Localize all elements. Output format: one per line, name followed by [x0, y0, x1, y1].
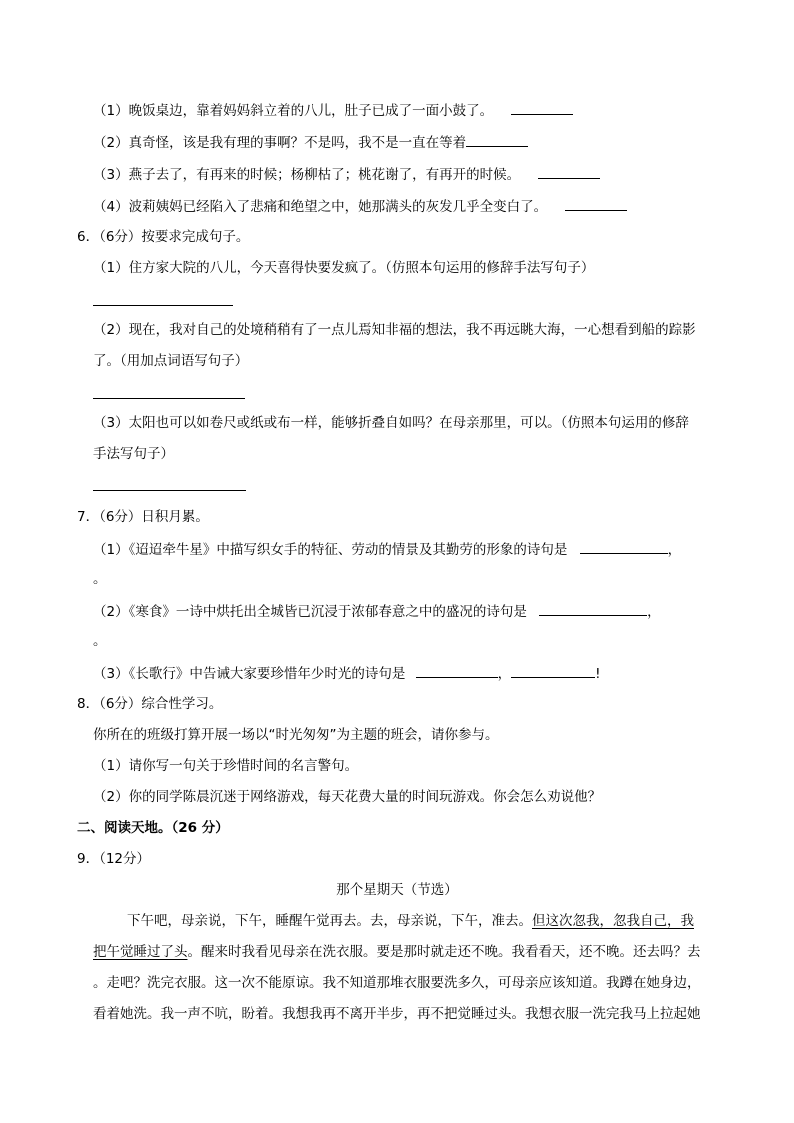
answer-blank[interactable]: [511, 663, 595, 678]
answer-blank[interactable]: [511, 100, 573, 115]
answer-blank[interactable]: [580, 539, 668, 554]
q8-item-2: （2）你的同学陈晨沉迷于网络游戏，每天花费大量的时间玩游戏。你会怎么劝说他？: [93, 789, 602, 805]
q5-item-3: [93, 164, 600, 184]
answer-blank[interactable]: [416, 663, 498, 678]
comma: ，: [667, 542, 682, 558]
q9-heading: 9．（12分）: [77, 851, 151, 867]
q7-item-2-end: 。: [93, 633, 107, 649]
answer-blank[interactable]: [466, 132, 528, 147]
answer-line[interactable]: [93, 305, 233, 306]
answer-blank[interactable]: [538, 164, 600, 179]
q8-heading: 8．（6分）综合性学习。: [77, 696, 223, 712]
q5-item-3-text: （3）燕子去了，有再来的时候；杨柳枯了；桃花谢了，有再开的时候。: [93, 167, 521, 183]
passage-line-3: 。走吧？洗完衣服。这一次不能原谅。我不知道那堆衣服要洗多久，可母亲应该知道。我蹲在她身边，: [93, 975, 701, 991]
q7-item-1-text: （1）《迢迢牵牛星》中描写织女手的特征、劳动的情景及其勤劳的形象的诗句是: [93, 542, 568, 558]
q7-item-1: [93, 539, 681, 559]
q7-item-2: [93, 601, 661, 621]
q5-item-1-text: （1）晚饭桌边，靠着妈妈斜立着的八儿，肚子已成了一面小鼓了。: [93, 103, 494, 119]
passage-text: 。醒来时我看见母亲在洗衣服。要是那时就走还不晚。我看看天，还不晚。还去吗？去: [187, 944, 701, 960]
q5-item-2-text: （2）真奇怪，该是我有理的事啊？不是吗，我不是一直在等着: [93, 135, 467, 151]
q5-item-1: [93, 100, 573, 120]
answer-line[interactable]: [93, 398, 245, 399]
section-heading: 二、阅读天地。（26 分）: [77, 820, 229, 836]
passage-line-2: [93, 943, 701, 961]
comma: ，: [647, 604, 661, 620]
q6-item-2-line-2: 了。（用加点词语写句子）: [93, 353, 249, 369]
q5-item-2: [93, 132, 528, 152]
q6-item-3-line-1: （3）太阳也可以如卷尺或纸或布一样，能够折叠自如吗？在母亲那里，可以。（仿照本句运用的修辞: [93, 415, 689, 431]
q8-item-1: （1）请你写一句关于珍惜时间的名言警句。: [93, 758, 359, 774]
underlined-text: 把午觉睡过了头: [93, 944, 188, 960]
passage-line-4: 看着她洗。我一声不吭，盼着。我想我再不离开半步，再不把觉睡过头。我想衣服一洗完我马上拉起她: [93, 1006, 701, 1022]
q7-heading: 7．（6分）日积月累。: [77, 509, 209, 525]
q5-item-4: [93, 196, 627, 216]
answer-line[interactable]: [93, 490, 246, 491]
answer-blank[interactable]: [539, 601, 647, 616]
q8-intro: 你所在的班级打算开展一场以“时光匆匆”为主题的班会，请你参与。: [93, 727, 499, 743]
q7-item-3-text: （3）《长歌行》中告诫大家要珍惜年少时光的诗句是: [93, 666, 406, 682]
underlined-text: 但这次忽我，忽我自己，我: [532, 913, 694, 929]
passage-text: 下午吧，母亲说，下午，睡醒午觉再去。去，母亲说，下午，准去。: [127, 913, 532, 929]
q6-heading: 6．（6分）按要求完成句子。: [77, 229, 250, 245]
q6-item-1: （1）住方家大院的八儿，今天喜得快要发疯了。（仿照本句运用的修辞手法写句子）: [93, 260, 595, 276]
comma: ，: [497, 666, 512, 682]
q6-item-2-line-1: （2）现在，我对自己的处境稍稍有了一点儿焉知非福的想法，我不再远眺大海，一心想看到船的踪影: [93, 322, 696, 338]
exclamation: !: [595, 666, 601, 682]
q7-item-1-end: 。: [93, 571, 107, 587]
q6-item-3-line-2: 手法写句子）: [93, 446, 174, 462]
passage-line-1: [127, 912, 694, 930]
q5-item-4-text: （4）波莉姨妈已经陷入了悲痛和绝望之中，她那满头的灰发几乎全变白了。: [93, 199, 548, 215]
q7-item-2-text: （2）《寒食》一诗中烘托出全城皆已沉浸于浓郁春意之中的盛况的诗句是: [93, 604, 527, 620]
q7-item-3: [93, 663, 601, 683]
answer-blank[interactable]: [565, 196, 627, 211]
passage-title: 那个星期天（节选）: [336, 882, 458, 898]
